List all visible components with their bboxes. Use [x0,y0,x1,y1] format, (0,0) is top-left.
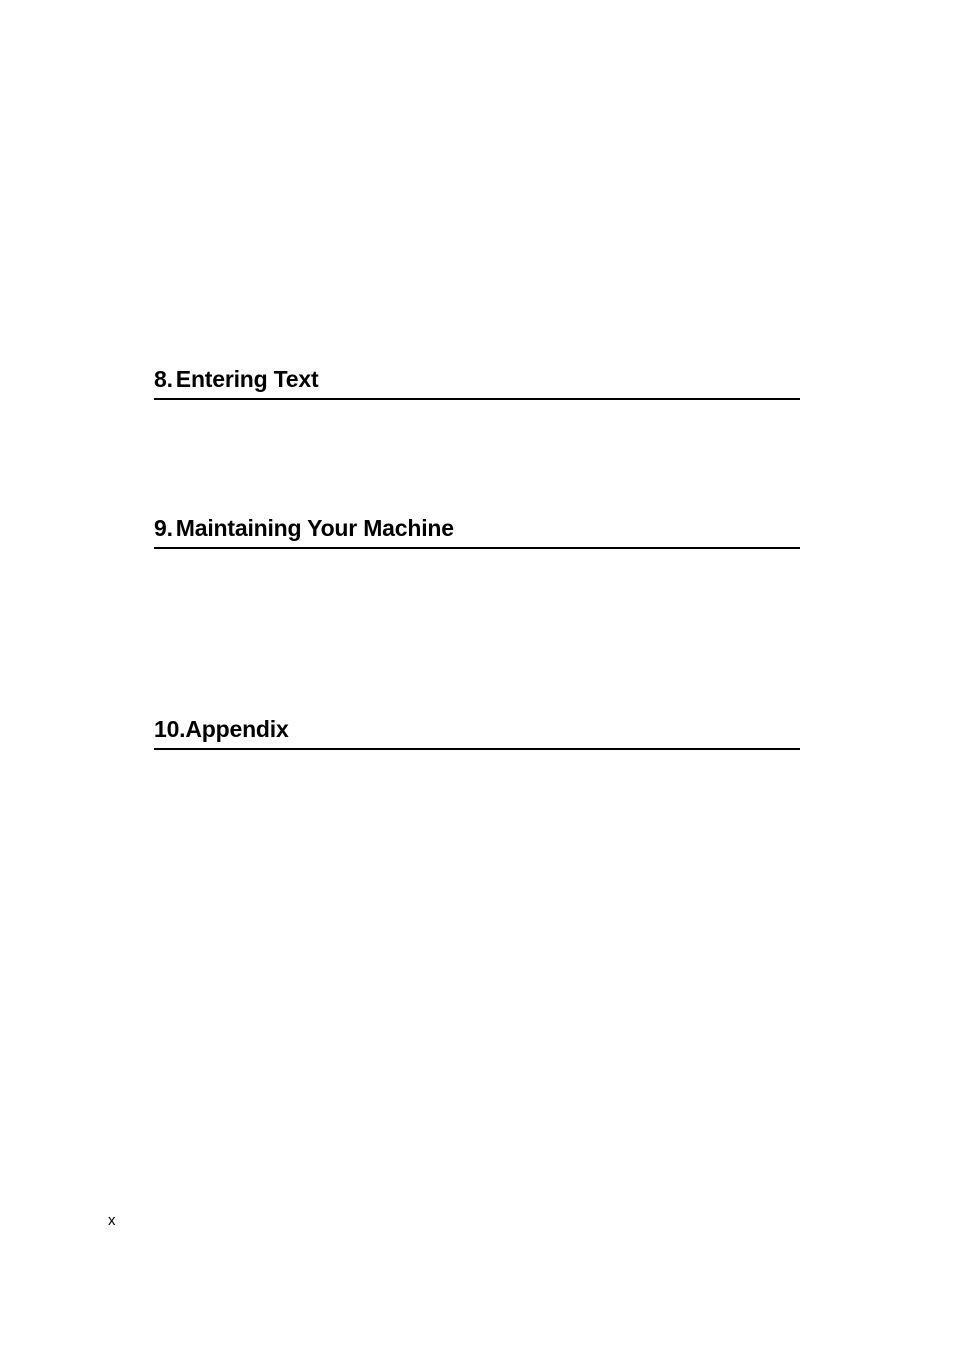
chapter-label: Entering Text [175,366,319,392]
chapter-number: 9. [154,515,173,541]
chapter-title [154,515,800,541]
chapter-heading-entering-text [154,366,800,400]
chapter-label: Appendix [185,716,289,742]
chapter-number: 8. [154,366,173,392]
page-number: x [108,1212,116,1229]
chapter-title [154,716,800,742]
chapter-heading-maintaining-your-machine [154,515,800,549]
chapter-label: Maintaining Your Machine [175,515,454,541]
chapter-number: 10. [154,716,186,742]
chapter-heading-appendix [154,716,800,750]
chapter-title [154,366,800,392]
